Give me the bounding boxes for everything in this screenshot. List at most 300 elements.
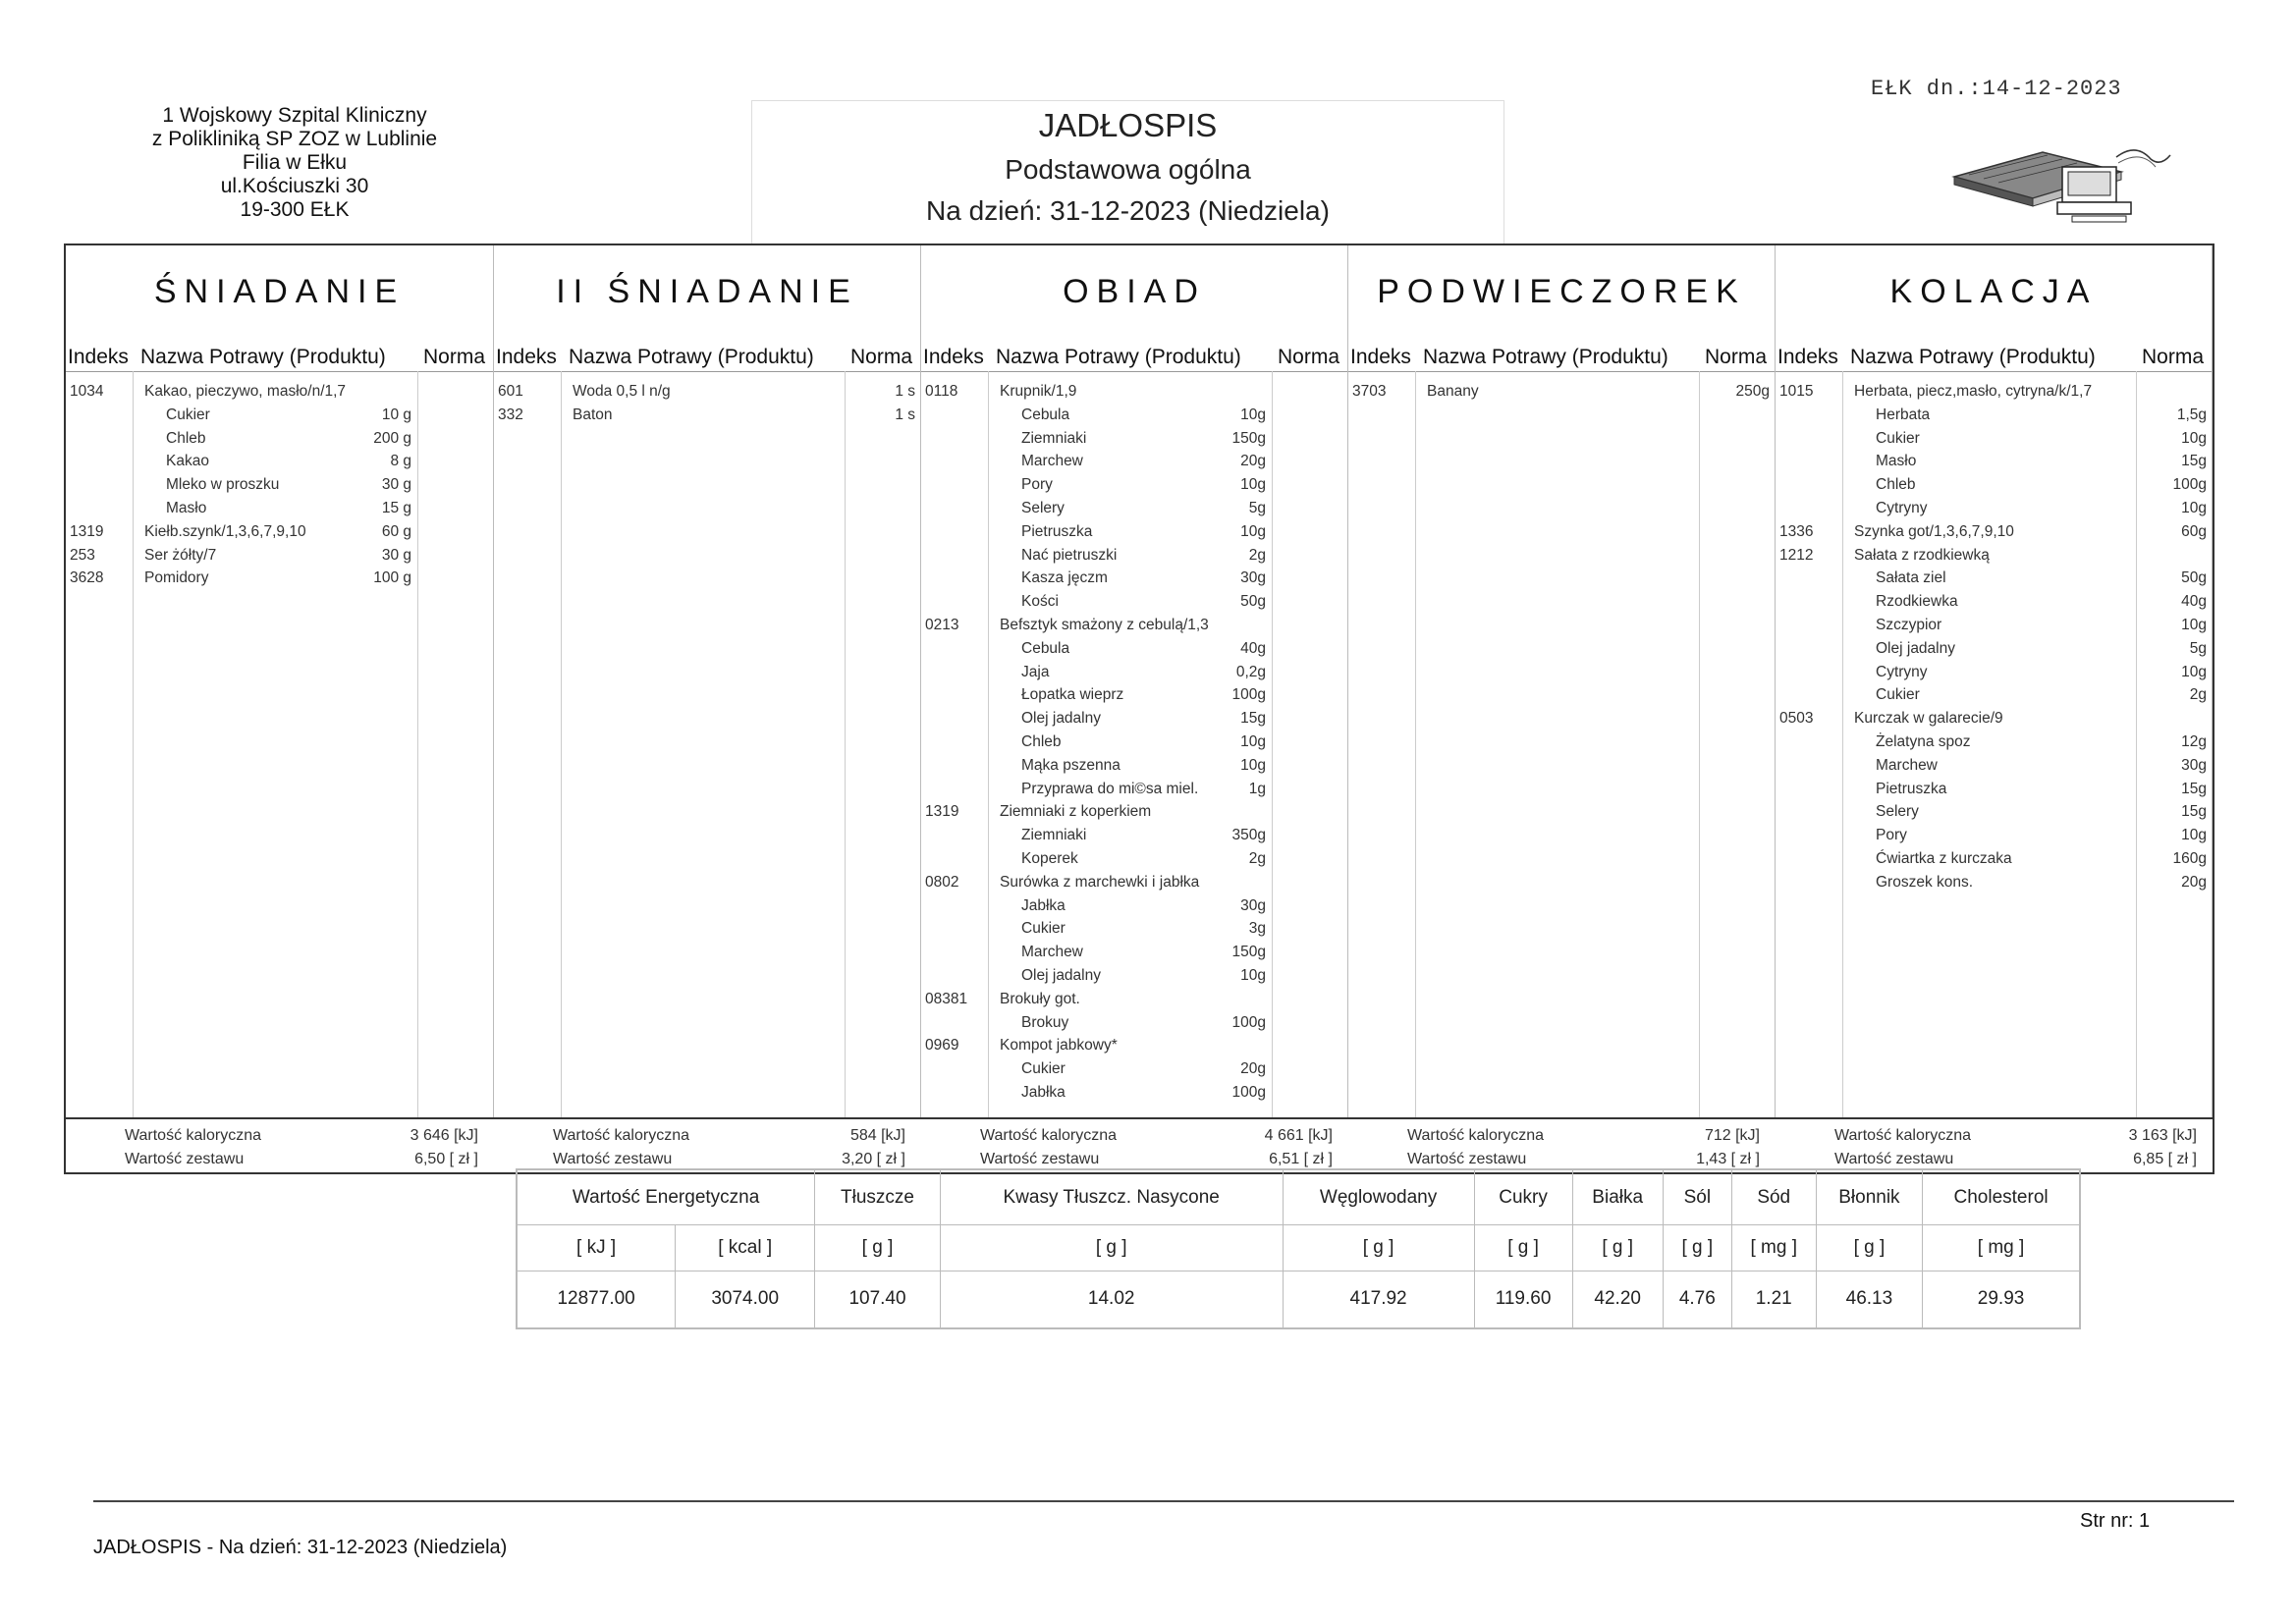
menu-item-row [925,710,1342,730]
menu-item-row [1779,500,2207,519]
item-name: Cytryny [1876,500,1928,516]
name-header: Nazwa Potrawy (Produktu) [140,346,386,368]
item-norm: 20g [1240,453,1266,470]
menu-table [64,243,2214,1174]
item-name: Befsztyk smażony z cebulą/1,3 [1000,617,1209,633]
footer-title: JADŁOSPIS - Na dzień: 31-12-2023 (Niedziela) [93,1537,508,1558]
salt-value: 4.76 [1663,1271,1731,1327]
menu-item-row [925,803,1342,823]
index-header: Indeks [68,346,129,368]
index-header: Indeks [496,346,557,368]
calorie-value-row [1407,1127,1766,1145]
item-norm: 0,2g [1235,663,1266,680]
item-index: 1034 [70,383,104,400]
item-name: Kakao [166,453,209,470]
item-name: Sałata ziel [1876,569,1946,587]
saturated-fat-value: 14.02 [940,1271,1283,1327]
column-divider [561,371,562,1117]
set-value-row [1834,1151,2203,1168]
item-norm: 50g [1240,593,1266,611]
item-norm: 10g [1240,756,1266,774]
item-name: Pietruszka [1021,522,1093,540]
menu-date: Na dzień: 31-12-2023 (Niedziela) [926,195,1330,226]
item-norm: 350g [1231,827,1266,844]
meal-column [494,245,921,1117]
norm-header: Norma [2142,346,2205,368]
meal-column [66,245,494,1117]
item-name: Przyprawa do mi©sa miel. [1021,780,1199,797]
column-divider [1699,371,1700,1117]
item-name: Brokuły got. [1000,990,1080,1007]
book-computer-logo [1949,137,2175,231]
protein-header: Białka [1572,1170,1663,1225]
menu-item-row [70,453,488,472]
sugar-value: 119.60 [1474,1271,1572,1327]
sugar-header: Cukry [1474,1170,1572,1225]
item-name: Chleb [166,429,206,447]
header-divider [1348,371,1775,372]
menu-item-row [925,523,1342,543]
menu-item-row [1779,406,2207,426]
saturated-fat-header: Kwasy Tłuszcz. Nasycone [940,1170,1283,1225]
name-header: Nazwa Potrawy (Produktu) [1423,346,1668,368]
protein-value: 42.20 [1572,1271,1663,1327]
kcal-value: 3074.00 [676,1271,815,1327]
menu-item-row [925,733,1342,753]
menu-item-row [1779,710,2207,730]
item-name: Jaja [1021,663,1050,680]
menu-item-row [925,1060,1342,1080]
calorie-value-row [553,1127,911,1145]
set-value: 6,85 [ zł ] [2133,1151,2197,1167]
item-index: 1336 [1779,522,1814,540]
sodium-unit: [ mg ] [1731,1225,1816,1271]
item-name: Łopatka wieprz [1021,686,1124,704]
menu-item-row [925,874,1342,893]
item-norm: 12g [2181,733,2207,750]
menu-item-row [498,383,915,403]
item-name: Cebula [1021,639,1070,657]
menu-item-row [1352,383,1770,403]
page-number: Str nr: 1 [2080,1510,2151,1532]
item-name: Olej jadalny [1021,967,1101,984]
set-value-row [553,1151,911,1168]
hospital-street: ul.Kościuszki 30 [220,175,369,197]
header-divider [921,371,1347,372]
item-norm: 10g [1240,476,1266,494]
item-norm: 15g [2181,780,2207,797]
item-name: Kiełb.szynk/1,3,6,7,9,10 [144,522,306,540]
hospital-branch: Filia w Ełku [242,151,348,174]
menu-item-row [1779,874,2207,893]
hospital-parent: z Polikliniką SP ZOZ w Lublinie [151,128,438,150]
item-name: Ziemniaki [1021,827,1087,844]
footer-divider [93,1500,2234,1502]
menu-item-row [70,547,488,567]
item-norm: 10g [2181,500,2207,516]
hospital-name: 1 Wojskowy Szpital Kliniczny [162,104,427,127]
menu-item-row [925,781,1342,800]
name-header: Nazwa Potrawy (Produktu) [569,346,814,368]
item-name: Herbata [1876,406,1931,423]
header-divider [494,371,920,372]
menu-item-row [70,500,488,519]
item-norm: 10g [2181,429,2207,447]
set-label: Wartość zestawu [125,1151,245,1167]
menu-item-row [925,967,1342,987]
fat-header: Tłuszcze [815,1170,941,1225]
menu-item-row [925,944,1342,963]
carbs-header: Węglowodany [1283,1170,1474,1225]
cholesterol-value: 29.93 [1923,1271,2080,1327]
set-label: Wartość zestawu [553,1151,673,1167]
set-value: 1,43 [ zł ] [1696,1151,1760,1167]
item-norm: 100g [2172,476,2207,494]
meal-title: PODWIECZOREK [1377,273,1746,310]
set-label: Wartość zestawu [1407,1151,1527,1167]
item-norm: 1 s [895,383,915,400]
sodium-value: 1.21 [1731,1271,1816,1327]
print-date: EŁK dn.:14-12-2023 [1871,77,2122,101]
item-name: Mleko w proszku [166,476,280,494]
item-norm: 100 g [373,569,411,587]
norm-header: Norma [850,346,913,368]
menu-item-row [925,430,1342,450]
menu-item-row [925,547,1342,567]
saturated-fat-unit: [ g ] [940,1225,1283,1271]
item-name: Sałata z rzodkiewką [1854,546,1990,564]
meal-column [1348,245,1776,1117]
item-norm: 2g [1248,546,1266,564]
item-norm: 160g [2172,850,2207,867]
item-name: Cukier [1876,429,1920,447]
item-norm: 10g [2181,617,2207,633]
item-norm: 10g [1240,406,1266,423]
item-norm: 8 g [390,453,411,470]
menu-item-row [1779,569,2207,589]
item-name: Cytryny [1876,663,1928,680]
item-index: 1319 [925,803,959,821]
menu-item-row [1779,733,2207,753]
menu-item-row [925,897,1342,917]
item-norm: 20g [1240,1060,1266,1078]
item-index: 0213 [925,617,959,633]
sugar-unit: [ g ] [1474,1225,1572,1271]
document-title: JADŁOSPIS [1038,107,1218,143]
set-label: Wartość zestawu [980,1151,1100,1167]
menu-item-row [1779,476,2207,496]
item-name: Masło [166,500,207,516]
menu-item-row [1779,781,2207,800]
item-name: Jabłka [1021,896,1066,914]
menu-item-row [1779,686,2207,706]
item-name: Ziemniaki z koperkiem [1000,803,1152,821]
norm-header: Norma [423,346,486,368]
header-divider [1776,371,2212,372]
item-name: Selery [1021,500,1065,516]
item-name: Pory [1021,476,1053,494]
norm-header: Norma [1705,346,1768,368]
item-norm: 10g [2181,827,2207,844]
hospital-city: 19-300 EŁK [240,198,350,221]
item-name: Surówka z marchewki i jabłka [1000,873,1200,891]
item-norm: 1 s [895,406,915,423]
meal-column-headers [66,344,493,373]
item-norm: 5g [1248,500,1266,516]
calorie-value: 3 163 [kJ] [2128,1127,2197,1144]
item-name: Cukier [166,406,210,423]
menu-item-row [925,383,1342,403]
item-name: Selery [1876,803,1919,821]
menu-item-row [1779,547,2207,567]
salt-unit: [ g ] [1663,1225,1731,1271]
item-norm: 10g [1240,967,1266,984]
menu-item-row [1779,593,2207,613]
item-name: Ser żółty/7 [144,546,217,564]
item-name: Woda 0,5 l n/g [573,383,671,400]
item-norm: 30g [1240,896,1266,914]
calorie-label: Wartość kaloryczna [553,1127,689,1144]
item-index: 3703 [1352,383,1387,400]
fat-unit: [ g ] [815,1225,941,1271]
menu-item-row [925,664,1342,683]
meal-summary-bar [66,1117,2213,1176]
item-index: 0969 [925,1037,959,1055]
calorie-value: 4 661 [kJ] [1264,1127,1333,1144]
menu-item-row [1779,757,2207,777]
item-name: Chleb [1876,476,1916,494]
item-norm: 150g [1231,429,1266,447]
item-name: Kurczak w galarecie/9 [1854,710,2003,728]
item-index: 0802 [925,873,959,891]
item-norm: 150g [1231,944,1266,961]
item-norm: 15g [1240,710,1266,728]
menu-item-row [925,476,1342,496]
menu-item-row [925,593,1342,613]
calorie-value: 3 646 [kJ] [410,1127,478,1144]
meal-column-headers [1348,344,1775,373]
index-header: Indeks [1350,346,1411,368]
item-index: 1015 [1779,383,1814,400]
item-norm: 60g [2181,522,2207,540]
item-norm: 1,5g [2176,406,2207,423]
item-name: Kości [1021,593,1059,611]
calorie-value-row [980,1127,1339,1145]
meal-title: II ŚNIADANIE [556,273,858,310]
item-norm: 30 g [381,476,411,494]
item-norm: 2g [2189,686,2207,704]
menu-item-row [925,1084,1342,1104]
item-name: Kakao, pieczywo, masło/n/1,7 [144,383,347,400]
name-header: Nazwa Potrawy (Produktu) [1850,346,2096,368]
item-name: Herbata, piecz,masło, cytryna/k/1,7 [1854,383,2093,400]
menu-item-row [1779,453,2207,472]
item-name: Pomidory [144,569,209,587]
item-norm: 15g [2181,453,2207,470]
set-value: 3,20 [ zł ] [842,1151,905,1167]
item-name: Olej jadalny [1876,639,1955,657]
item-norm: 50g [2181,569,2207,587]
column-divider [1415,371,1416,1117]
item-index: 3628 [70,569,104,587]
item-name: Groszek kons. [1876,873,1974,891]
item-norm: 2g [1248,850,1266,867]
cholesterol-header: Cholesterol [1923,1170,2080,1225]
header-divider [66,371,493,372]
diet-name: Podstawowa ogólna [1005,154,1251,185]
fiber-unit: [ g ] [1816,1225,1922,1271]
menu-item-row [925,1014,1342,1034]
salt-header: Sól [1663,1170,1731,1225]
menu-item-row [925,569,1342,589]
index-header: Indeks [1777,346,1838,368]
calorie-value-row [1834,1127,2203,1145]
item-norm: 10g [1240,733,1266,750]
item-norm: 10g [2181,663,2207,680]
calorie-value: 712 [kJ] [1704,1127,1760,1144]
item-norm: 15g [2181,803,2207,821]
item-norm: 10 g [381,406,411,423]
item-norm: 100g [1231,1013,1266,1031]
item-name: Koperek [1021,850,1078,867]
item-norm: 5g [2189,639,2207,657]
title-box [751,100,1504,245]
fiber-header: Błonnik [1816,1170,1922,1225]
item-name: Cukier [1021,920,1066,938]
column-divider [845,371,846,1117]
nutrition-table [516,1168,2081,1329]
meal-column-headers [921,344,1347,373]
item-norm: 30g [2181,756,2207,774]
menu-item-row [70,569,488,589]
menu-item-row [1779,803,2207,823]
item-norm: 250g [1735,383,1770,400]
kj-unit: [ kJ ] [518,1225,676,1271]
item-norm: 60 g [381,522,411,540]
menu-item-row [1779,523,2207,543]
calorie-label: Wartość kaloryczna [125,1127,261,1144]
menu-item-row [925,920,1342,940]
item-norm: 100g [1231,1084,1266,1101]
meal-column-headers [1776,344,2212,373]
item-name: Szynka got/1,3,6,7,9,10 [1854,522,2014,540]
carbs-value: 417.92 [1283,1271,1474,1327]
set-value-row [980,1151,1339,1168]
menu-item-row [925,850,1342,870]
item-norm: 10g [1240,522,1266,540]
menu-item-row [925,640,1342,660]
menu-item-row [925,827,1342,846]
menu-item-row [925,757,1342,777]
norm-header: Norma [1278,346,1340,368]
index-header: Indeks [923,346,984,368]
item-index: 0503 [1779,710,1814,728]
item-name: Cukier [1021,1060,1066,1078]
calorie-label: Wartość kaloryczna [1834,1127,1971,1144]
carbs-unit: [ g ] [1283,1225,1474,1271]
item-norm: 15 g [381,500,411,516]
item-index: 1319 [70,522,104,540]
calorie-value-row [125,1127,484,1145]
menu-item-row [1779,850,2207,870]
item-name: Ziemniaki [1021,429,1087,447]
cholesterol-unit: [ mg ] [1923,1225,2080,1271]
item-norm: 1g [1248,780,1266,797]
meal-column [921,245,1348,1117]
set-label: Wartość zestawu [1834,1151,1954,1167]
calorie-value: 584 [kJ] [849,1127,905,1144]
set-value-row [125,1151,484,1168]
menu-item-row [1779,383,2207,403]
menu-item-row [1779,827,2207,846]
calorie-label: Wartość kaloryczna [1407,1127,1544,1144]
energy-header: Wartość Energetyczna [518,1170,815,1225]
hospital-address [88,104,501,222]
item-name: Marchew [1021,944,1083,961]
item-name: Kompot jabkowy* [1000,1037,1118,1055]
protein-unit: [ g ] [1572,1225,1663,1271]
item-norm: 30g [1240,569,1266,587]
calorie-label: Wartość kaloryczna [980,1127,1117,1144]
item-index: 253 [70,546,95,564]
set-value: 6,51 [ zł ] [1269,1151,1333,1167]
fiber-value: 46.13 [1816,1271,1922,1327]
menu-item-row [70,383,488,403]
menu-item-row [498,406,915,426]
item-name: Chleb [1021,733,1062,750]
menu-item-row [925,991,1342,1010]
item-name: Marchew [1021,453,1083,470]
menu-item-row [70,406,488,426]
meal-column-headers [494,344,920,373]
kcal-unit: [ kcal ] [676,1225,815,1271]
menu-item-row [70,476,488,496]
meal-title: ŚNIADANIE [153,273,406,310]
item-norm: 200 g [373,429,411,447]
item-name: Krupnik/1,9 [1000,383,1077,400]
item-index: 601 [498,383,523,400]
menu-item-row [1779,617,2207,636]
menu-item-row [1779,430,2207,450]
item-name: Baton [573,406,613,423]
item-norm: 40g [2181,593,2207,611]
menu-item-row [1779,664,2207,683]
fat-value: 107.40 [815,1271,941,1327]
item-name: Jabłka [1021,1084,1066,1101]
item-name: Pietruszka [1876,780,1947,797]
item-name: Mąka pszenna [1021,756,1121,774]
menu-item-row [70,523,488,543]
set-value-row [1407,1151,1766,1168]
meal-title: OBIAD [1063,273,1206,310]
sodium-header: Sód [1731,1170,1816,1225]
item-norm: 100g [1231,686,1266,704]
menu-item-row [925,453,1342,472]
meal-title: KOLACJA [1889,273,2098,310]
item-index: 08381 [925,990,968,1007]
menu-item-row [70,430,488,450]
kj-value: 12877.00 [518,1271,676,1327]
item-name: Szczypior [1876,617,1942,633]
item-name: Żelatyna spoz [1876,733,1971,750]
menu-item-row [925,686,1342,706]
set-value: 6,50 [ zł ] [414,1151,478,1167]
meal-column [1776,245,2213,1117]
item-name: Kasza jęczm [1021,569,1108,587]
menu-item-row [925,500,1342,519]
name-header: Nazwa Potrawy (Produktu) [996,346,1241,368]
item-name: Ćwiartka z kurczaka [1876,850,2012,867]
